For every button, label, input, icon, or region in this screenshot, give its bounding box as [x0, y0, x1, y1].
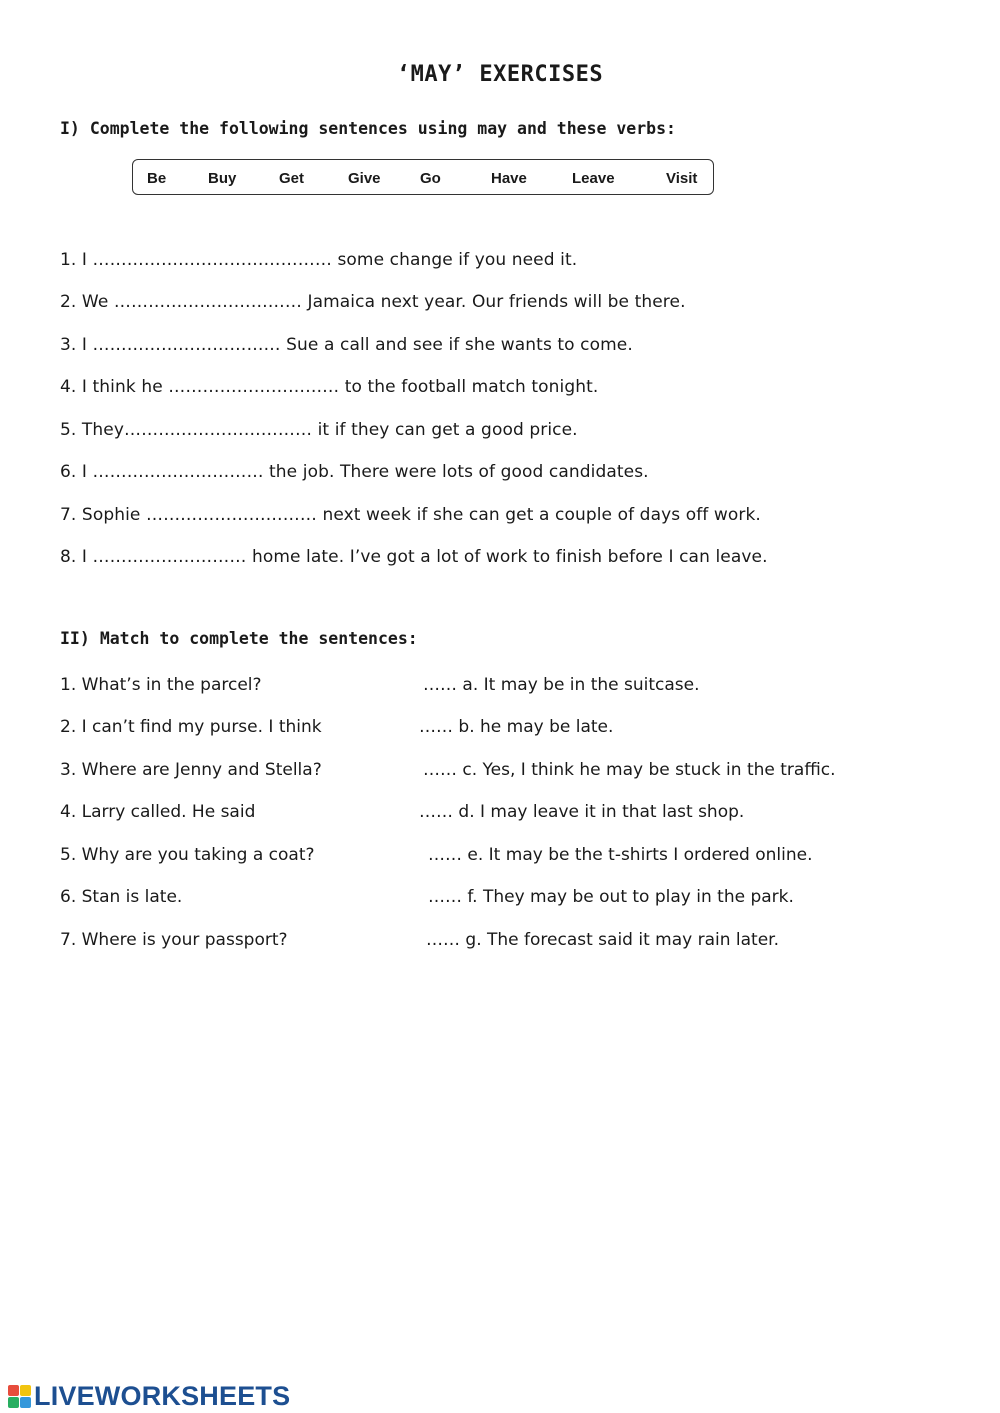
match-left-7: 7. Where is your passport?: [60, 930, 288, 950]
sentence-3[interactable]: 3. I …………………………… Sue a call and see if she wants to come.: [60, 335, 633, 355]
section-2-heading: [60, 629, 418, 648]
section-1-number: I): [60, 119, 80, 138]
page-title: ‘MAY’ EXERCISES: [396, 62, 604, 87]
verb-box: [132, 159, 714, 195]
match-right-c[interactable]: …… c. Yes, I think he may be stuck in the traffic.: [423, 760, 836, 780]
verb-give: Give: [348, 170, 381, 187]
match-right-a[interactable]: …… a. It may be in the suitcase.: [423, 675, 700, 695]
match-right-e[interactable]: …… e. It may be the t-shirts I ordered online.: [428, 845, 813, 865]
verb-visit: Visit: [666, 170, 698, 187]
match-left-5: 5. Why are you taking a coat?: [60, 845, 315, 865]
match-left-4: 4. Larry called. He said: [60, 802, 256, 822]
match-right-g[interactable]: …… g. The forecast said it may rain later.: [426, 930, 780, 950]
section-1-instruction: Complete the following sentences using may and these verbs:: [89, 119, 676, 138]
match-right-d[interactable]: …… d. I may leave it in that last shop.: [419, 802, 745, 822]
match-right-f[interactable]: …… f. They may be out to play in the park.: [428, 887, 794, 907]
section-2-instruction: Match to complete the sentences:: [99, 629, 418, 648]
match-left-3: 3. Where are Jenny and Stella?: [60, 760, 322, 780]
verb-have: Have: [491, 170, 527, 187]
match-right-b[interactable]: …… b. he may be late.: [419, 717, 614, 737]
match-left-6: 6. Stan is late.: [60, 887, 183, 907]
brand-name: LIVEWORKSHEETS: [34, 1380, 291, 1411]
match-left-2: 2. I can’t find my purse. I think: [60, 717, 322, 737]
verb-be: Be: [147, 170, 167, 187]
sentence-7[interactable]: 7. Sophie ………………………… next week if she can get a couple of days off work.: [60, 505, 761, 525]
verb-get: Get: [279, 170, 305, 187]
sentence-8[interactable]: 8. I ……………………… home late. I’ve got a lot of work to finish before I can leave.: [60, 547, 768, 567]
verb-go: Go: [420, 170, 441, 187]
section-2-number: II): [60, 629, 90, 648]
match-left-1: 1. What’s in the parcel?: [60, 675, 262, 695]
sentence-6[interactable]: 6. I ………………………… the job. There were lots of good candidates.: [60, 462, 649, 482]
verb-leave: Leave: [572, 170, 615, 187]
section-1-heading: [60, 119, 676, 138]
sentence-2[interactable]: 2. We …………………………… Jamaica next year. Our friends will be there.: [60, 292, 686, 312]
sentence-5[interactable]: 5. They…………………………… it if they can get a good price.: [60, 420, 578, 440]
footer-logo[interactable]: [8, 1381, 290, 1411]
verb-buy: Buy: [208, 170, 237, 187]
liveworksheets-logo-icon: [8, 1385, 31, 1408]
sentence-4[interactable]: 4. I think he ………………………… to the football match tonight.: [60, 377, 599, 397]
sentence-1[interactable]: 1. I …………………………………… some change if you need it.: [60, 250, 578, 270]
